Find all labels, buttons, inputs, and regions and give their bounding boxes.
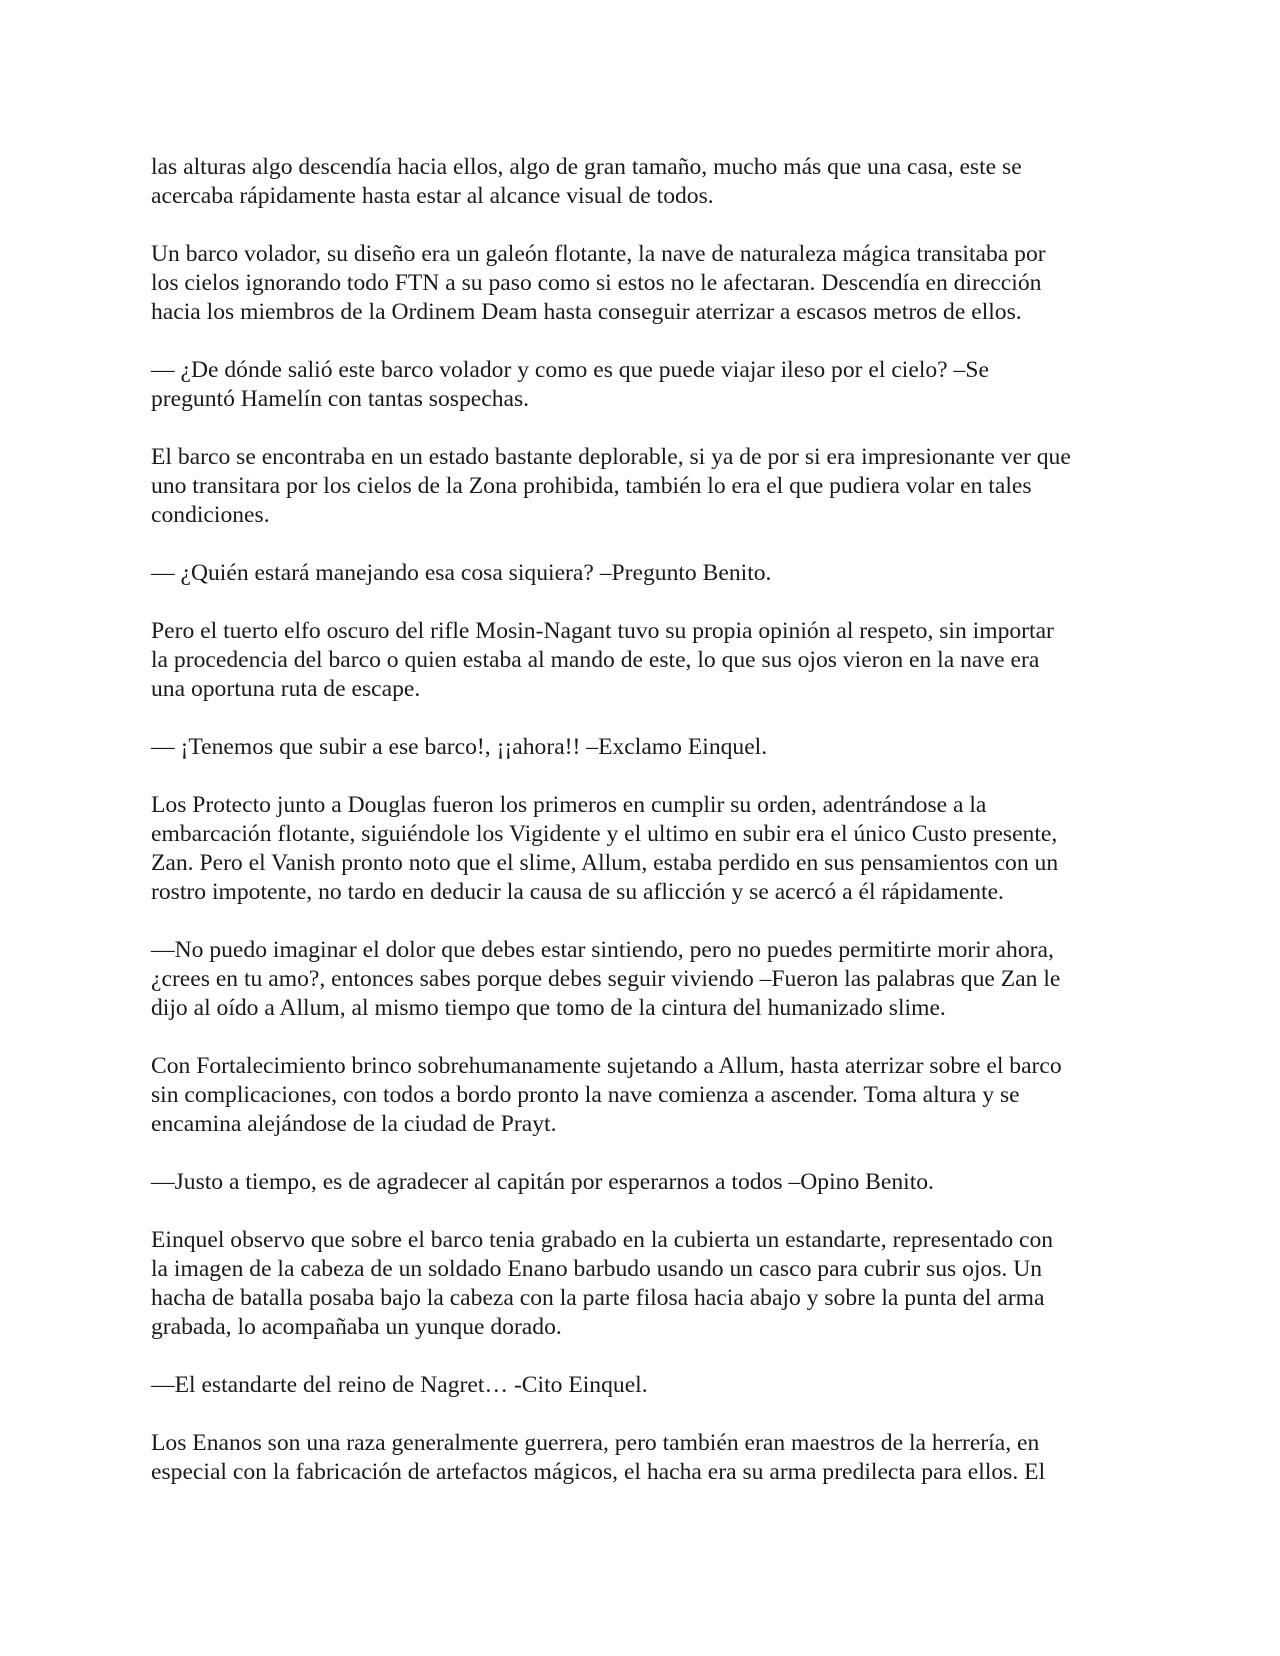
text-line: Los Protecto junto a Douglas fueron los primeros en cumplir su orden, adentrándose a la: [151, 792, 987, 818]
text-line: acercaba rápidamente hasta estar al alcance visual de todos.: [151, 183, 714, 209]
paragraph: [151, 936, 1141, 1023]
text-line: Un barco volador, su diseño era un galeón flotante, la nave de naturaleza mágica transitaba por: [151, 241, 1046, 267]
text-line: la imagen de la cabeza de un soldado Enano barbudo usando un casco para cubrir sus ojos. Un: [151, 1256, 1043, 1282]
text-line: —No puedo imaginar el dolor que debes estar sintiendo, pero no puedes permitirte morir ahora,: [151, 937, 1054, 963]
text-line: Einquel observo que sobre el barco tenia grabado en la cubierta un estandarte, representado con: [151, 1227, 1054, 1253]
text-line: uno transitara por los cielos de la Zona prohibida, también lo era el que pudiera volar en tales: [151, 473, 1032, 499]
text-line: Zan. Pero el Vanish pronto noto que el slime, Allum, estaba perdido en sus pensamientos con un: [151, 850, 1059, 876]
text-line: las alturas algo descendía hacia ellos, algo de gran tamaño, mucho más que una casa, este se: [151, 154, 1022, 180]
text-line: encamina alejándose de la ciudad de Prayt.: [151, 1111, 557, 1137]
paragraph: [151, 559, 1141, 588]
paragraph: [151, 1429, 1141, 1487]
paragraph: [151, 1226, 1141, 1342]
text-line: embarcación flotante, siguiéndole los Vigidente y el ultimo en subir era el único Custo presente,: [151, 821, 1058, 847]
body-text: [151, 153, 1141, 1516]
text-line: El barco se encontraba en un estado bastante deplorable, si ya de por si era impresionante ver que: [151, 444, 1071, 470]
text-line: hacha de batalla posaba bajo la cabeza con la parte filosa hacia abajo y sobre la punta del arma: [151, 1285, 1045, 1311]
text-line: —El estandarte del reino de Nagret… -Cito Einquel.: [151, 1372, 648, 1398]
paragraph: [151, 153, 1141, 211]
text-line: hacia los miembros de la Ordinem Deam hasta conseguir aterrizar a escasos metros de ellos.: [151, 299, 1022, 325]
text-line: dijo al oído a Allum, al mismo tiempo que tomo de la cintura del humanizado slime.: [151, 995, 946, 1021]
text-line: preguntó Hamelín con tantas sospechas.: [151, 386, 530, 412]
paragraph: [151, 617, 1141, 704]
text-line: los cielos ignorando todo FTN a su paso como si estos no le afectaran. Descendía en dirección: [151, 270, 1042, 296]
text-line: Los Enanos son una raza generalmente guerrera, pero también eran maestros de la herrería, en: [151, 1430, 1040, 1456]
text-line: una oportuna ruta de escape.: [151, 676, 421, 702]
text-line: — ¿Quién estará manejando esa cosa siquiera? –Pregunto Benito.: [151, 560, 772, 586]
text-line: —Justo a tiempo, es de agradecer al capitán por esperarnos a todos –Opino Benito.: [151, 1169, 934, 1195]
text-line: la procedencia del barco o quien estaba al mando de este, lo que sus ojos vieron en la nave era: [151, 647, 1040, 673]
text-line: Pero el tuerto elfo oscuro del rifle Mosin-Nagant tuvo su propia opinión al respeto, sin importar: [151, 618, 1054, 644]
paragraph: [151, 791, 1141, 907]
paragraph: [151, 356, 1141, 414]
paragraph: [151, 240, 1141, 327]
paragraph: [151, 733, 1141, 762]
text-line: rostro impotente, no tardo en deducir la causa de su aflicción y se acercó a él rápidamente.: [151, 879, 1004, 905]
paragraph: [151, 443, 1141, 530]
text-line: grabada, lo acompañaba un yunque dorado.: [151, 1314, 562, 1340]
paragraph: [151, 1168, 1141, 1197]
text-line: especial con la fabricación de artefactos mágicos, el hacha era su arma predilecta para ellos. El: [151, 1459, 1046, 1485]
text-line: — ¿De dónde salió este barco volador y como es que puede viajar ileso por el cielo? –Se: [151, 357, 989, 383]
paragraph: [151, 1052, 1141, 1139]
text-line: — ¡Tenemos que subir a ese barco!, ¡¡ahora!! –Exclamo Einquel.: [151, 734, 768, 760]
text-line: sin complicaciones, con todos a bordo pronto la nave comienza a ascender. Toma altura y se: [151, 1082, 1020, 1108]
text-line: Con Fortalecimiento brinco sobrehumanamente sujetando a Allum, hasta aterrizar sobre el barco: [151, 1053, 1062, 1079]
text-line: ¿crees en tu amo?, entonces sabes porque debes seguir viviendo –Fueron las palabras que Zan le: [151, 966, 1061, 992]
text-line: condiciones.: [151, 502, 270, 528]
paragraph: [151, 1371, 1141, 1400]
